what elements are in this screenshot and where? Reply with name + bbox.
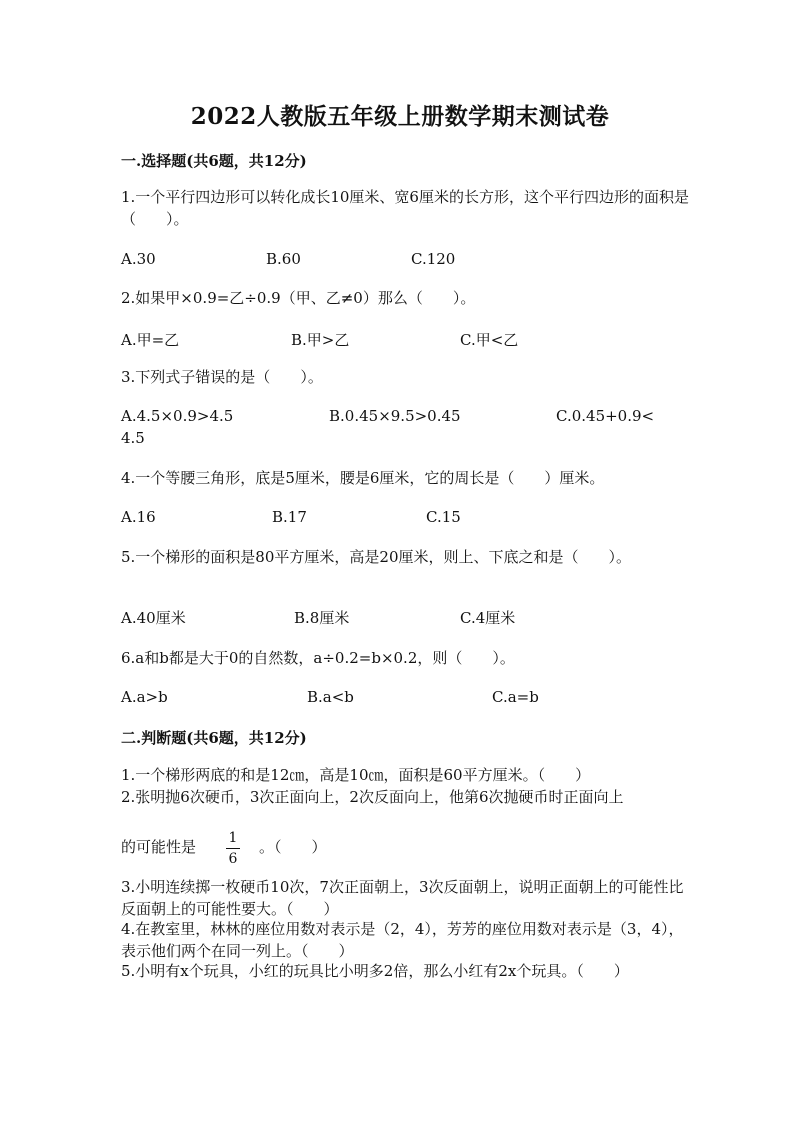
question-1-1: 1.一个平行四边形可以转化成长10厘米、宽6厘米的长方形，这个平行四边形的面积是（ ）。 bbox=[121, 188, 689, 228]
option-1-4-a: A.16 bbox=[121, 508, 156, 526]
question-2-2-line2-prefix: 的可能性是 bbox=[121, 838, 197, 856]
question-2-2: 2.张明抛6次硬币，3次正面向上，2次反面向上，他第6次抛硬币时正面向上 bbox=[121, 788, 624, 806]
option-1-6-c: C.a=b bbox=[492, 688, 539, 706]
option-1-5-b: B.8厘米 bbox=[294, 609, 350, 627]
question-2-4: 4.在教室里，林林的座位用数对表示是（2，4），芳芳的座位用数对表示是（3，4），表示他们两个在同一列上。（ ） bbox=[121, 920, 684, 960]
option-1-4-b: B.17 bbox=[272, 508, 307, 526]
section-heading-judgement: 二.判断题(共6题，共12分) bbox=[121, 729, 307, 747]
page-title: 2022人教版五年级上册数学期末测试卷 bbox=[190, 103, 610, 130]
question-2-1: 1.一个梯形两底的和是12㎝，高是10㎝，面积是60平方厘米。（ ） bbox=[121, 766, 591, 784]
question-1-2: 2.如果甲×0.9=乙÷0.9（甲、乙≠0）那么（ ）。 bbox=[121, 289, 476, 307]
option-1-3-a: A.4.5×0.9>4.5 bbox=[121, 407, 234, 425]
question-1-4: 4.一个等腰三角形，底是5厘米，腰是6厘米，它的周长是（ ）厘米。 bbox=[121, 469, 605, 487]
fraction-numerator: 1 bbox=[228, 830, 238, 846]
option-1-2-a: A.甲=乙 bbox=[121, 331, 180, 349]
question-2-3: 3.小明连续掷一枚硬币10次，7次正面朝上，3次反面朝上，说明正面朝上的可能性比反面朝上的可能性要大。（ ） bbox=[121, 878, 684, 918]
option-1-1-a: A.30 bbox=[121, 250, 156, 268]
option-1-2-b: B.甲>乙 bbox=[291, 331, 350, 349]
option-1-4-c: C.15 bbox=[426, 508, 461, 526]
option-1-5-c: C.4厘米 bbox=[460, 609, 516, 627]
question-2-5: 5.小明有x个玩具，小红的玩具比小明多2倍，那么小红有2x个玩具。（ ） bbox=[121, 962, 629, 980]
fraction-denominator: 6 bbox=[228, 851, 238, 867]
option-1-6-b: B.a<b bbox=[307, 688, 354, 706]
section-heading-choice: 一.选择题(共6题，共12分) bbox=[121, 152, 307, 170]
question-1-3: 3.下列式子错误的是（ ）。 bbox=[121, 368, 323, 386]
fraction-bar bbox=[226, 848, 240, 849]
option-1-2-c: C.甲<乙 bbox=[460, 331, 519, 349]
question-1-5: 5.一个梯形的面积是80平方厘米，高是20厘米，则上、下底之和是（ ）。 bbox=[121, 548, 631, 566]
option-1-1-c: C.120 bbox=[411, 250, 456, 268]
option-1-1-b: B.60 bbox=[266, 250, 301, 268]
fraction-one-sixth bbox=[226, 830, 240, 867]
option-1-6-a: A.a>b bbox=[121, 688, 168, 706]
question-2-2-line2-suffix: 。（ ） bbox=[259, 838, 327, 856]
option-1-3-c: C.0.45+0.9< bbox=[556, 407, 655, 425]
question-1-6: 6.a和b都是大于0的自然数，a÷0.2=b×0.2，则（ ）。 bbox=[121, 649, 515, 667]
option-1-5-a: A.40厘米 bbox=[121, 609, 186, 627]
option-1-3-b: B.0.45×9.5>0.45 bbox=[329, 407, 461, 425]
option-1-3-c-wrap: 4.5 bbox=[121, 429, 145, 447]
